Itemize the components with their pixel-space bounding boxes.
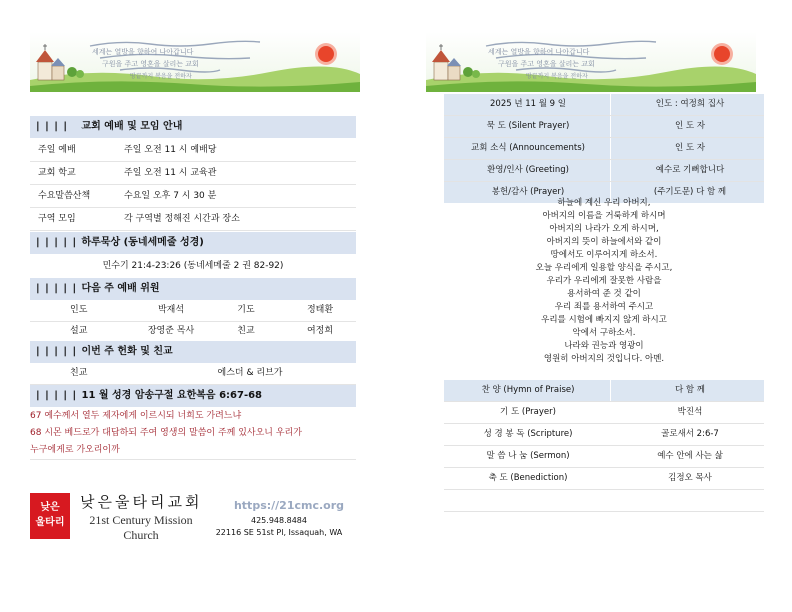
order-item: 교회 소식 (Announcements) xyxy=(470,143,585,153)
slogan-line3: 땅끝까지 복음을 전하자 xyxy=(130,73,192,80)
service-label: 구역 모임 xyxy=(38,214,76,224)
section-header-fellowship xyxy=(30,341,356,363)
committee-person: 장영준 목사 xyxy=(147,326,195,336)
committee-role: 설교 xyxy=(70,326,88,336)
prayer-line: 우리 죄를 용서하여 주시고 xyxy=(554,302,654,312)
slogan-line1: 세계는 열방을 향하여 나아갑니다 xyxy=(92,48,194,56)
section-header-services xyxy=(30,116,356,138)
committee-role: 인도 xyxy=(70,305,88,315)
order-item: 기 도 (Prayer) xyxy=(500,407,556,417)
section-bars: | | | | xyxy=(36,121,69,132)
section-title: 11 월 성경 암송구절 요한복음 6:67-68 xyxy=(81,390,263,401)
sun-icon xyxy=(315,43,337,65)
section-header-memory-verse xyxy=(30,385,356,407)
sun-icon xyxy=(711,43,733,65)
fellowship-value: 에스더 & 리브가 xyxy=(217,368,283,378)
verse-line: 67 예수께서 열두 제자에게 이르시되 너희도 가려느냐 xyxy=(30,411,242,421)
order-item: 봉헌/감사 (Prayer) xyxy=(491,187,565,197)
order-item: 말 씀 나 눔 (Sermon) xyxy=(486,451,570,461)
prayer-line: 나라와 권능과 영광이 xyxy=(564,341,644,351)
divider xyxy=(30,459,356,460)
prayer-line: 악에서 구하소서. xyxy=(572,328,636,338)
logo-line2: 울타리 xyxy=(35,517,65,528)
service-label: 교회 학교 xyxy=(38,168,76,178)
header-banner-right xyxy=(426,32,756,92)
prayer-line: 아버지의 뜻이 하늘에서와 같이 xyxy=(546,237,662,247)
phone-number: 425.948.8484 xyxy=(251,516,307,525)
section-bars: | | | | | xyxy=(36,237,78,248)
order-person: (주기도문) 다 함 께 xyxy=(653,187,727,197)
order-row xyxy=(444,116,764,138)
fellowship-label: 친교 xyxy=(70,368,88,378)
section-title: 하루묵상 (동네세메줄 성경) xyxy=(81,237,204,248)
section-bars: | | | | | xyxy=(36,346,78,357)
prayer-line: 아버지의 이름을 거룩하게 하시며 xyxy=(542,211,666,221)
committee-row xyxy=(30,299,356,322)
church-name-english-line2: Church xyxy=(123,528,159,542)
service-label: 주일 예배 xyxy=(38,145,76,155)
slogan-line2: 구원을 주고 영혼을 살리는 교회 xyxy=(102,60,199,68)
service-date: 2025 년 11 월 9 일 xyxy=(490,99,566,109)
service-row xyxy=(30,185,356,208)
service-leader: 인도 : 여정희 집사 xyxy=(655,99,725,109)
verse-line: 누구에게로 가오리이까 xyxy=(30,445,120,455)
order-row xyxy=(444,380,764,402)
service-value: 주일 오전 11 시 교육관 xyxy=(124,168,217,178)
prayer-line: 우리가 우리에게 잘못한 사람을 xyxy=(546,276,662,286)
verse-line: 68 시몬 베드로가 대답하되 주여 영생의 말씀이 주께 있사오니 우리가 xyxy=(30,428,302,438)
slogan-line1: 세계는 열방을 향하여 나아갑니다 xyxy=(488,48,590,56)
committee-person: 정태환 xyxy=(306,305,334,315)
committee-row xyxy=(30,320,356,343)
order-person: 박진석 xyxy=(677,407,703,417)
section-title: 교회 예배 및 모임 안내 xyxy=(81,121,183,132)
order-item: 찬 양 (Hymn of Praise) xyxy=(481,385,575,395)
order-person: 예수 안에 사는 삶 xyxy=(657,451,723,461)
church-address: 22116 SE 51st Pl, Issaquah, WA xyxy=(215,528,343,537)
prayer-line: 땅에서도 이루어지게 하소서. xyxy=(550,250,658,260)
order-person: 예수로 기뻐합니다 xyxy=(655,165,725,175)
service-value: 수요일 오후 7 시 30 분 xyxy=(124,191,217,201)
order-person: 다 함 께 xyxy=(674,385,706,395)
section-bars: | | | | | xyxy=(36,390,78,401)
header-banner-left xyxy=(30,32,360,92)
prayer-line: 오늘 우리에게 일용할 양식을 주시고, xyxy=(535,263,673,273)
order-item: 성 경 봉 독 (Scripture) xyxy=(483,429,573,439)
service-value: 주일 오전 11 시 예배당 xyxy=(124,145,217,155)
prayer-line: 용서하여 준 것 같이 xyxy=(567,289,641,299)
prayer-line: 우리를 시험에 빠지지 않게 하시고 xyxy=(541,315,667,325)
section-header-committee xyxy=(30,278,356,300)
committee-person: 여정희 xyxy=(306,326,334,336)
lords-prayer xyxy=(444,197,764,366)
bulletin-header-row xyxy=(444,94,764,116)
committee-role: 친교 xyxy=(237,326,255,336)
memory-verse-text xyxy=(30,408,360,459)
order-row xyxy=(444,402,764,424)
section-title: 이번 주 헌화 및 친교 xyxy=(81,346,173,357)
order-row xyxy=(444,138,764,160)
order-item: 축 도 (Benediction) xyxy=(488,473,568,483)
section-title: 다음 주 예배 위원 xyxy=(81,283,160,294)
order-person: 골로새서 2:6-7 xyxy=(661,429,719,439)
service-row xyxy=(30,208,356,231)
section-header-meditation xyxy=(30,232,356,254)
meditation-reading xyxy=(30,255,356,277)
church-name-korean: 낮은울타리교회 xyxy=(80,493,203,511)
order-row xyxy=(444,446,764,468)
order-item: 환영/인사 (Greeting) xyxy=(487,165,569,175)
service-value: 각 구역별 정해진 시간과 장소 xyxy=(124,214,240,224)
website-link[interactable]: https://21cmc.org xyxy=(233,499,345,512)
order-person: 인 도 자 xyxy=(674,143,706,153)
order-person: 김정오 목사 xyxy=(668,473,712,483)
order-row xyxy=(444,424,764,446)
empty-row xyxy=(444,490,764,512)
slogan-line2: 구원을 주고 영혼을 살리는 교회 xyxy=(498,60,595,68)
church-logo xyxy=(30,493,70,539)
church-name-english xyxy=(80,513,202,543)
fellowship-row xyxy=(30,362,356,385)
prayer-line: 하늘에 계신 우리 아버지, xyxy=(557,198,651,208)
order-item: 묵 도 (Silent Prayer) xyxy=(486,121,570,131)
order-row xyxy=(444,468,764,490)
order-row xyxy=(444,160,764,182)
slogan-line3: 땅끝까지 복음을 전하자 xyxy=(526,73,588,80)
order-person: 인 도 자 xyxy=(674,121,706,131)
meditation-text: 민수기 21:4-23:26 (동네세메줄 2 권 82-92) xyxy=(102,261,284,271)
service-row xyxy=(30,139,356,162)
prayer-line: 아버지의 나라가 오게 하시며, xyxy=(549,224,659,234)
committee-role: 기도 xyxy=(237,305,255,315)
service-label: 수요말씀산책 xyxy=(38,191,91,201)
prayer-line: 영원히 아버지의 것입니다. 아멘. xyxy=(543,354,665,364)
church-name-english-line1: 21st Century Mission xyxy=(89,513,193,527)
logo-line1: 낮은 xyxy=(40,502,60,513)
service-row xyxy=(30,162,356,185)
section-bars: | | | | | xyxy=(36,283,78,294)
committee-person: 박재석 xyxy=(157,305,185,315)
